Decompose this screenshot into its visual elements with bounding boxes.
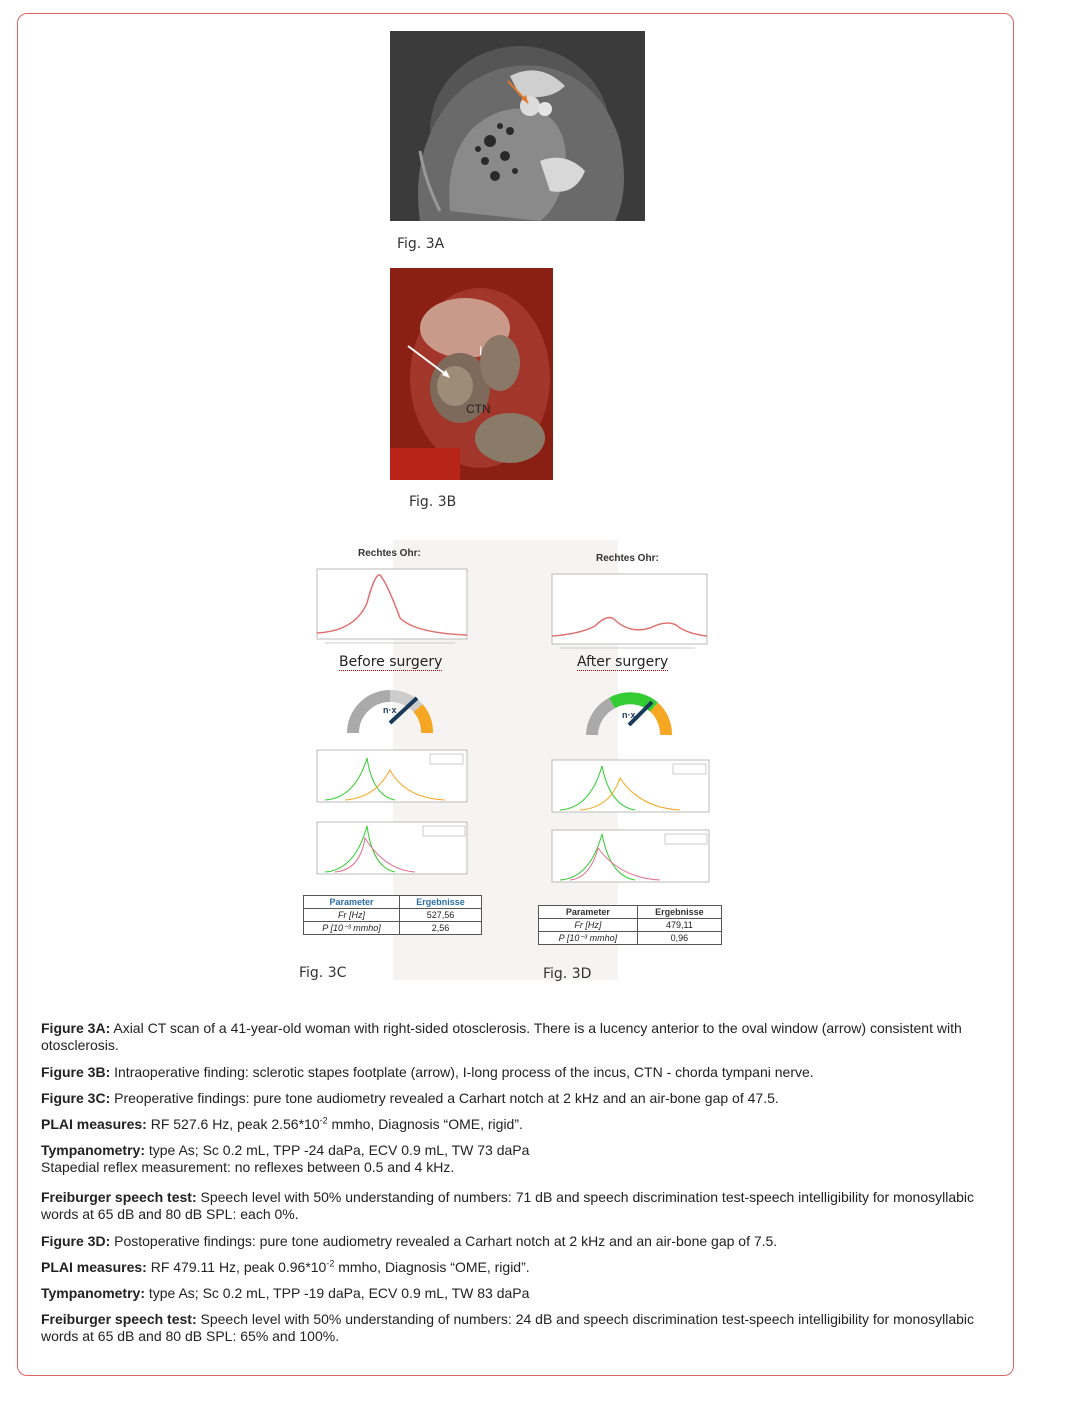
caption-figure-3a bbox=[41, 1020, 976, 1054]
before-row-fr-label: Fr [Hz] bbox=[304, 909, 400, 922]
fig-3b-label: Fig. 3B bbox=[409, 494, 457, 510]
after-row-fr-label: Fr [Hz] bbox=[539, 919, 638, 932]
after-row-fr-value: 479,11 bbox=[637, 919, 721, 932]
caption-3c-label: Figure 3C: bbox=[41, 1090, 111, 1106]
after-header-parameter: Parameter bbox=[539, 906, 638, 919]
caption-plai-after-post: mmho, Diagnosis “OME, rigid”. bbox=[334, 1259, 530, 1275]
caption-plai-before bbox=[41, 1116, 976, 1133]
caption-speech-after-text: Speech level with 50% understanding of numbers: 24 dB and speech discrimination test-speech intelligibility for monosyllabic words at 65 dB and 80 dB SPL: 65% and 100%. bbox=[41, 1311, 975, 1344]
fig-3a-label: Fig. 3A bbox=[397, 236, 445, 252]
after-header-ergebnisse: Ergebnisse bbox=[637, 906, 721, 919]
caption-plai-after-sup: -2 bbox=[326, 1258, 335, 1269]
caption-tymp-before-text: type As; Sc 0.2 mL, TPP -24 daPa, ECV 0.9 mL, TW 73 daPa bbox=[144, 1142, 530, 1158]
after-title: Rechtes Ohr: bbox=[596, 553, 659, 564]
after-distribution-chart-2 bbox=[540, 828, 712, 893]
caption-3a-label: Figure 3A: bbox=[41, 1020, 111, 1036]
intraoperative-photo bbox=[390, 268, 553, 480]
before-distribution-chart-2 bbox=[305, 820, 470, 885]
after-distribution-chart-1 bbox=[540, 758, 712, 823]
caption-speech-before bbox=[41, 1189, 976, 1223]
before-gauge bbox=[343, 678, 438, 738]
caption-speech-before-text: Speech level with 50% understanding of numbers: 71 dB and speech discrimination test-speech intelligibility for monosyllabic words at 65 dB and 80 dB SPL: each 0%. bbox=[41, 1189, 975, 1222]
before-surgery-label: Before surgery bbox=[339, 654, 443, 670]
caption-speech-before-label: Freiburger speech test: bbox=[41, 1189, 197, 1205]
caption-stapedial-reflex: Stapedial reflex measurement: no reflexes between 0.5 and 4 kHz. bbox=[41, 1159, 455, 1175]
before-row-p-value: 2,56 bbox=[400, 922, 482, 935]
caption-tymp-after-label: Tympanometry: bbox=[41, 1285, 145, 1301]
before-header-ergebnisse: Ergebnisse bbox=[400, 896, 482, 909]
caption-plai-before-pre: RF 527.6 Hz, peak 2.56*10 bbox=[146, 1116, 320, 1132]
after-row-p-label: P [10⁻³ mmho] bbox=[539, 932, 638, 945]
caption-plai-before-sup: -2 bbox=[319, 1115, 328, 1126]
caption-tympanometry-after bbox=[41, 1285, 976, 1302]
fig-3d-label: Fig. 3D bbox=[543, 966, 592, 982]
caption-speech-after-label: Freiburger speech test: bbox=[41, 1311, 197, 1327]
before-header-parameter: Parameter bbox=[304, 896, 400, 909]
after-results-table bbox=[538, 905, 722, 945]
caption-plai-before-label: PLAI measures: bbox=[41, 1116, 147, 1132]
caption-plai-before-post: mmho, Diagnosis “OME, rigid”. bbox=[327, 1116, 523, 1132]
before-row-fr-value: 527,56 bbox=[400, 909, 482, 922]
caption-figure-3b bbox=[41, 1064, 976, 1081]
caption-plai-after-label: PLAI measures: bbox=[41, 1259, 147, 1275]
fig-3c-label: Fig. 3C bbox=[299, 965, 347, 981]
caption-3b-text: Intraoperative finding: sclerotic stapes footplate (arrow), I-long process of the incus, CTN - chorda tympani nerve. bbox=[110, 1064, 814, 1080]
after-gauge-logo: n·x bbox=[622, 710, 636, 720]
after-surgery-label: After surgery bbox=[577, 654, 669, 670]
before-resonance-chart bbox=[305, 563, 470, 653]
caption-3c-text: Preoperative findings: pure tone audiometry revealed a Carhart notch at 2 kHz and an air-bone gap of 47.5. bbox=[110, 1090, 779, 1106]
before-title: Rechtes Ohr: bbox=[358, 548, 421, 559]
caption-3a-text: Axial CT scan of a 41-year-old woman with right-sided otosclerosis. There is a lucency anterior to the oval window (arrow) consistent with otosclerosis. bbox=[41, 1020, 962, 1053]
caption-figure-3d bbox=[41, 1233, 976, 1250]
before-gauge-logo: n·x bbox=[383, 705, 397, 715]
ctn-annotation: CTN bbox=[466, 402, 491, 416]
before-distribution-chart-1 bbox=[305, 748, 470, 813]
caption-tymp-after-text: type As; Sc 0.2 mL, TPP -19 daPa, ECV 0.9 mL, TW 83 daPa bbox=[144, 1285, 530, 1301]
after-gauge bbox=[582, 680, 677, 740]
caption-plai-after-pre: RF 479.11 Hz, peak 0.96*10 bbox=[146, 1259, 327, 1275]
caption-figure-3c bbox=[41, 1090, 976, 1107]
caption-3d-text: Postoperative findings: pure tone audiometry revealed a Carhart notch at 2 kHz and an air-bone gap of 7.5. bbox=[110, 1233, 778, 1249]
caption-tympanometry-before bbox=[41, 1142, 976, 1176]
after-resonance-chart bbox=[540, 568, 710, 658]
caption-plai-after bbox=[41, 1259, 976, 1276]
incus-annotation: I bbox=[479, 344, 483, 358]
caption-speech-after bbox=[41, 1311, 976, 1345]
before-results-table bbox=[303, 895, 482, 935]
caption-3b-label: Figure 3B: bbox=[41, 1064, 111, 1080]
ct-scan-image bbox=[390, 31, 645, 221]
caption-tymp-before-label: Tympanometry: bbox=[41, 1142, 145, 1158]
after-row-p-value: 0,96 bbox=[637, 932, 721, 945]
before-row-p-label: P [10⁻³ mmho] bbox=[304, 922, 400, 935]
caption-3d-label: Figure 3D: bbox=[41, 1233, 111, 1249]
